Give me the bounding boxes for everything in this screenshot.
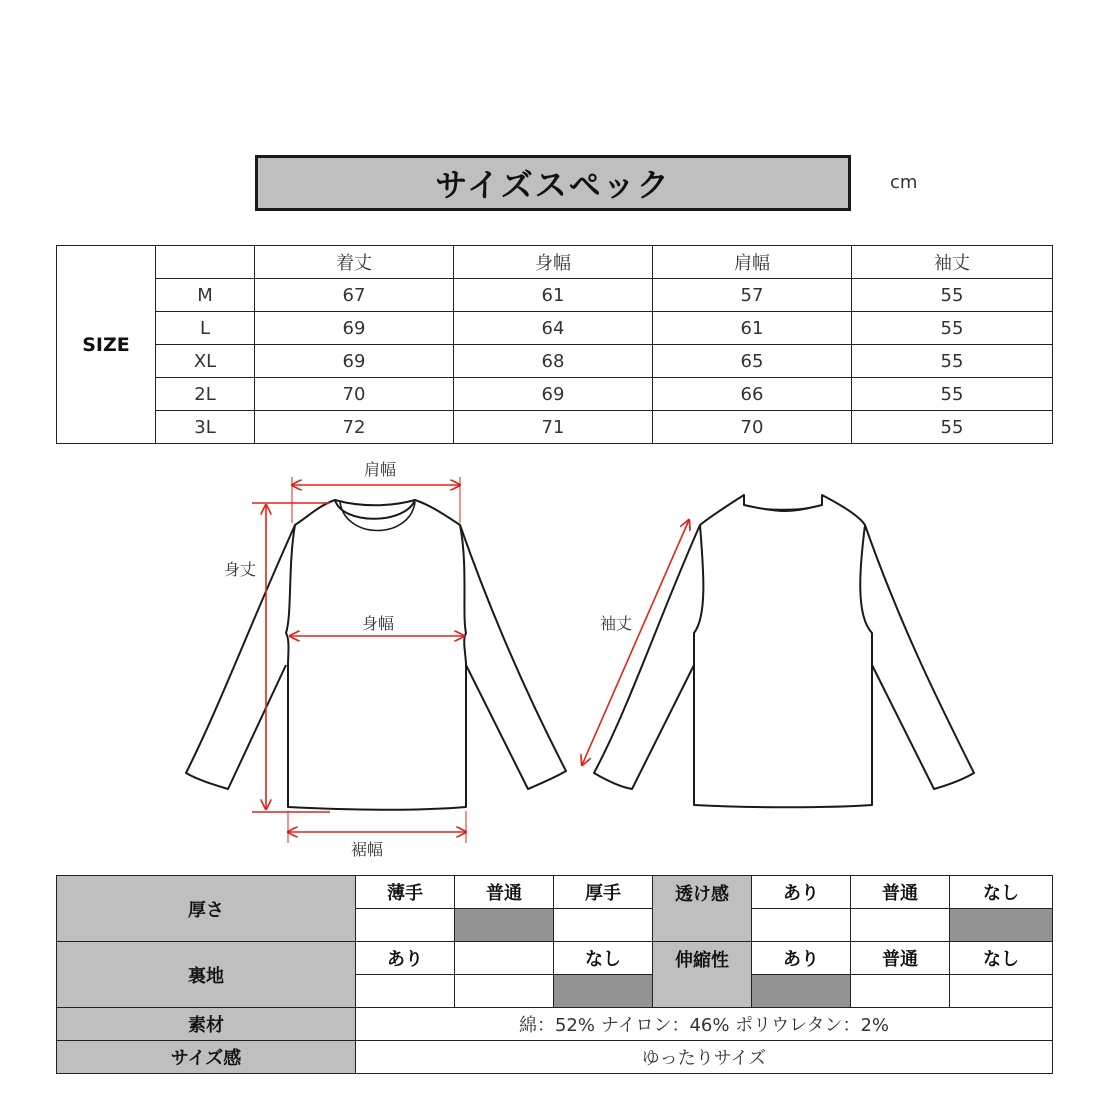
size-value: 55	[852, 411, 1053, 444]
size-value: 61	[653, 312, 852, 345]
fit-label: サイズ感	[57, 1041, 356, 1074]
marker-cell	[455, 975, 554, 1008]
label-hem-width: 裾幅	[350, 840, 384, 859]
option-label: なし	[950, 876, 1053, 909]
material-label: 素材	[57, 1008, 356, 1041]
size-value: 70	[255, 378, 454, 411]
size-name: M	[156, 279, 255, 312]
option-label	[455, 942, 554, 975]
size-value: 61	[454, 279, 653, 312]
size-name: XL	[156, 345, 255, 378]
size-value: 71	[454, 411, 653, 444]
size-row	[57, 345, 1053, 378]
unit-label: cm	[890, 172, 918, 193]
size-value: 67	[255, 279, 454, 312]
thickness-options-row	[57, 876, 1053, 909]
measurement-lines	[252, 477, 689, 843]
option-label: 普通	[851, 876, 950, 909]
size-spec-table	[56, 245, 1053, 444]
size-value: 64	[454, 312, 653, 345]
size-header-empty	[156, 246, 255, 279]
header-sleeve: 袖丈	[852, 246, 1053, 279]
header-chest: 身幅	[454, 246, 653, 279]
thickness-label: 厚さ	[57, 876, 356, 942]
measurement-diagram	[170, 455, 990, 865]
option-label: 薄手	[356, 876, 455, 909]
header-shoulder: 肩幅	[653, 246, 852, 279]
marker-cell	[356, 975, 455, 1008]
size-value: 55	[852, 378, 1053, 411]
option-label: あり	[752, 876, 851, 909]
marker-cell	[752, 909, 851, 942]
material-row	[57, 1008, 1053, 1041]
header-length: 着丈	[255, 246, 454, 279]
marker-cell	[554, 909, 653, 942]
label-chest-width: 身幅	[361, 614, 395, 633]
size-name: 2L	[156, 378, 255, 411]
option-label: なし	[950, 942, 1053, 975]
size-value: 55	[852, 345, 1053, 378]
fit-value: ゆったりサイズ	[356, 1041, 1053, 1074]
marker-cell	[950, 975, 1053, 1008]
marker-cell	[356, 909, 455, 942]
size-value: 66	[653, 378, 852, 411]
size-table-header-row	[57, 246, 1053, 279]
size-value: 72	[255, 411, 454, 444]
option-label: 厚手	[554, 876, 653, 909]
option-label: 普通	[455, 876, 554, 909]
option-label: あり	[356, 942, 455, 975]
option-label: あり	[752, 942, 851, 975]
size-value: 70	[653, 411, 852, 444]
size-row	[57, 411, 1053, 444]
size-value: 68	[454, 345, 653, 378]
option-label: なし	[554, 942, 653, 975]
back-shirt-illustration	[594, 495, 974, 807]
fit-row	[57, 1041, 1053, 1074]
fabric-feel-table	[56, 875, 1053, 1074]
selected-marker	[455, 909, 554, 942]
size-value: 55	[852, 312, 1053, 345]
size-value: 57	[653, 279, 852, 312]
front-shirt-illustration	[186, 500, 566, 810]
label-shoulder-width: 肩幅	[363, 460, 397, 479]
size-row	[57, 378, 1053, 411]
size-value: 69	[255, 312, 454, 345]
marker-cell	[851, 909, 950, 942]
label-sleeve-length: 袖丈	[599, 614, 633, 633]
sheer-label: 透け感	[653, 876, 752, 942]
size-row	[57, 279, 1053, 312]
size-value: 69	[454, 378, 653, 411]
size-value: 69	[255, 345, 454, 378]
selected-marker	[752, 975, 851, 1008]
marker-cell	[851, 975, 950, 1008]
stretch-label: 伸縮性	[653, 942, 752, 1008]
size-value: 65	[653, 345, 852, 378]
lining-label: 裏地	[57, 942, 356, 1008]
option-label: 普通	[851, 942, 950, 975]
selected-marker	[950, 909, 1053, 942]
selected-marker	[554, 975, 653, 1008]
size-name: 3L	[156, 411, 255, 444]
size-value: 55	[852, 279, 1053, 312]
label-body-length: 身丈	[223, 560, 257, 579]
size-row	[57, 312, 1053, 345]
page-title: サイズスペック	[255, 155, 851, 211]
material-value: 綿：52% ナイロン：46% ポリウレタン：2%	[356, 1008, 1053, 1041]
size-row-label: SIZE	[57, 246, 156, 444]
size-name: L	[156, 312, 255, 345]
lining-options-row	[57, 942, 1053, 975]
